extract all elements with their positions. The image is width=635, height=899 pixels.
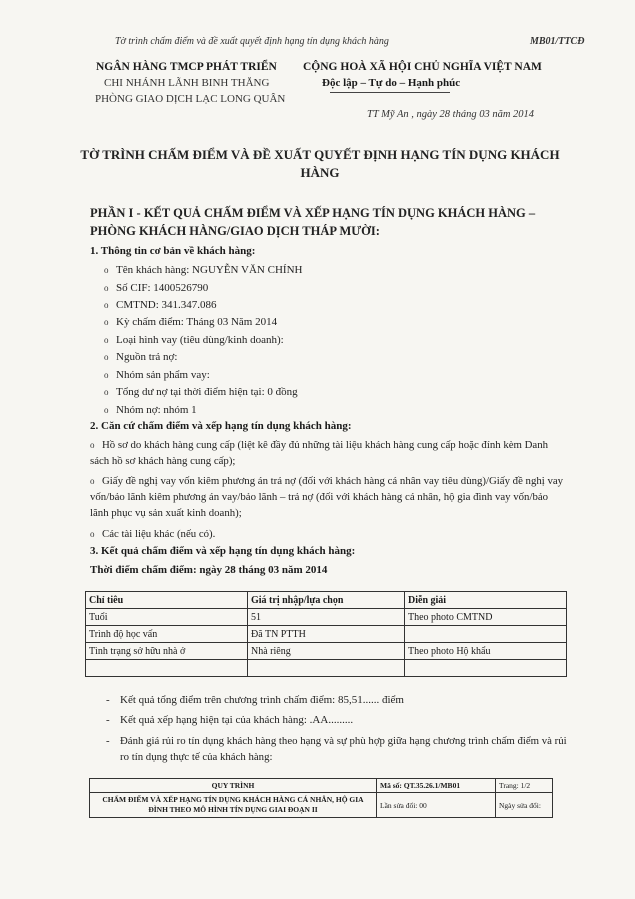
bullet-icon: o: [104, 405, 109, 415]
table-cell: [405, 626, 567, 643]
table-cell: Theo photo Hộ khẩu: [405, 643, 567, 660]
procedure-code: Mã số: QT.35.26.1/MB01: [377, 779, 496, 793]
bank-office: PHÒNG GIAO DỊCH LẠC LONG QUÂN: [95, 93, 286, 105]
doc-header-code: MB01/TTCĐ: [530, 36, 585, 47]
motto-underline: [330, 92, 450, 93]
table-header-row: [86, 592, 567, 609]
table-cell: Trình độ học vấn: [86, 626, 248, 643]
info-item: o CMTND: 341.347.086: [104, 299, 217, 311]
bullet-icon: o: [104, 317, 109, 327]
info-item: o Loại hình vay (tiêu dùng/kinh doanh):: [104, 334, 284, 346]
republic-motto: Độc lập – Tự do – Hạnh phúc: [322, 77, 461, 89]
info-item: o Tên khách hàng: NGUYỄN VĂN CHÍNH: [104, 264, 303, 276]
table-row: [86, 609, 567, 626]
table-cell: Theo photo CMTND: [405, 609, 567, 626]
info-item: o Nguồn trả nợ:: [104, 351, 178, 363]
footer-row: [90, 779, 553, 793]
table-cell: [86, 660, 248, 677]
bullet-icon: o: [90, 476, 95, 486]
doc-header-title: Tờ trình chấm điểm và đề xuất quyết định hạng tín dụng khách hàng: [115, 36, 389, 47]
basis-item: o Các tài liệu khác (nếu có).: [90, 528, 216, 540]
result-risk-assessment: - Đánh giá rủi ro tín dụng khách hàng theo hạng và sự phù hợp giữa hạng chương trình chấm điểm và rủi ro tín dụng thực tế của khách hàng:: [106, 735, 567, 763]
table-cell: Tình trạng sở hữu nhà ở: [86, 643, 248, 660]
footer-row: [90, 793, 553, 818]
table-row: [86, 626, 567, 643]
table-row: [86, 660, 567, 677]
column-header: Chỉ tiêu: [86, 592, 248, 609]
section3-title: 3. Kết quả chấm điểm và xếp hạng tín dụng khách hàng:: [90, 545, 356, 557]
info-item: o Nhóm nợ: nhóm 1: [104, 404, 197, 416]
bank-branch: CHI NHÁNH LÃNH BINH THĂNG: [104, 77, 270, 89]
part1-title: PHẦN I - KẾT QUẢ CHẤM ĐIỂM VÀ XẾP HẠNG TÍN DỤNG KHÁCH HÀNG – PHÒNG KHÁCH HÀNG/GIAO DỊCH THÁP MƯỜI:: [90, 206, 536, 238]
basis-item: o Hồ sơ do khách hàng cung cấp (liệt kê đầy đủ những tài liệu khách hàng cung cấp hoặc đính kèm Danh sách hồ sơ khách hàng cung cấp);: [90, 439, 549, 467]
bullet-icon: o: [104, 370, 109, 380]
scoring-table: [85, 591, 567, 677]
result-total-score: - Kết quả tổng điểm trên chương trình chấm điểm: 85,51...... điểm: [106, 694, 404, 706]
footer-box: [89, 778, 553, 818]
bullet-icon: o: [104, 352, 109, 362]
info-item: o Nhóm sản phẩm vay:: [104, 369, 210, 381]
bullet-icon: o: [104, 335, 109, 345]
procedure-name: CHẤM ĐIỂM VÀ XẾP HẠNG TÍN DỤNG KHÁCH HÀNG CÁ NHÂN, HỘ GIA ĐÌNH THEO MÔ HÌNH TÍN DỤNG GIAI ĐOẠN II: [90, 793, 377, 818]
bullet-icon: o: [104, 265, 109, 275]
revision-date: Ngày sửa đổi:: [496, 793, 553, 818]
republic-title: CỘNG HOÀ XÃ HỘI CHỦ NGHĨA VIỆT NAM: [303, 61, 542, 73]
place-date: TT Mỹ An , ngày 28 tháng 03 năm 2014: [367, 109, 535, 120]
section2-title: 2. Căn cứ chấm điểm và xếp hạng tín dụng khách hàng:: [90, 420, 352, 432]
section1-title: 1. Thông tin cơ bản về khách hàng:: [90, 245, 256, 257]
bullet-icon: o: [104, 300, 109, 310]
revision-number: Lần sửa đổi: 00: [377, 793, 496, 818]
column-header: Diễn giải: [405, 592, 567, 609]
bullet-icon: o: [90, 529, 95, 539]
bullet-icon: o: [104, 387, 109, 397]
table-cell: Nhà riêng: [248, 643, 405, 660]
table-cell: 51: [248, 609, 405, 626]
scoring-time: Thời điểm chấm điểm: ngày 28 tháng 03 năm 2014: [90, 564, 328, 576]
table-cell: Tuổi: [86, 609, 248, 626]
table-cell: [248, 660, 405, 677]
bullet-icon: o: [90, 440, 95, 450]
column-header: Giá trị nhập/lựa chọn: [248, 592, 405, 609]
info-item: o Tổng dư nợ tại thời điểm hiện tại: 0 đồng: [104, 386, 298, 398]
bullet-icon: o: [104, 283, 109, 293]
info-item: o Số CIF: 1400526790: [104, 282, 209, 294]
table-cell: [405, 660, 567, 677]
page-number: Trang: 1/2: [496, 779, 553, 793]
info-item: o Kỳ chấm điểm: Tháng 03 Năm 2014: [104, 316, 278, 328]
procedure-label: QUY TRÌNH: [90, 779, 377, 793]
result-rank: - Kết quả xếp hạng hiện tại của khách hàng: .AA.........: [106, 714, 354, 726]
table-row: [86, 643, 567, 660]
table-cell: Đã TN PTTH: [248, 626, 405, 643]
bank-name: NGÂN HÀNG TMCP PHÁT TRIỂN: [96, 61, 277, 73]
main-title: TỜ TRÌNH CHẤM ĐIỂM VÀ ĐỀ XUẤT QUYẾT ĐỊNH HẠNG TÍN DỤNG KHÁCH HÀNG: [80, 147, 560, 180]
basis-item: o Giấy đề nghị vay vốn kiêm phương án trả nợ (đối với khách hàng cá nhân vay tiêu dùng)/Giấy đề nghị vay vốn/bảo lãnh kiêm phương án vay/bảo lãnh – trả nợ (đối với khách hàng cá nhân, hộ gia đình vay vốn/bảo lãnh phục vụ sản xuất kinh doanh);: [90, 475, 564, 519]
